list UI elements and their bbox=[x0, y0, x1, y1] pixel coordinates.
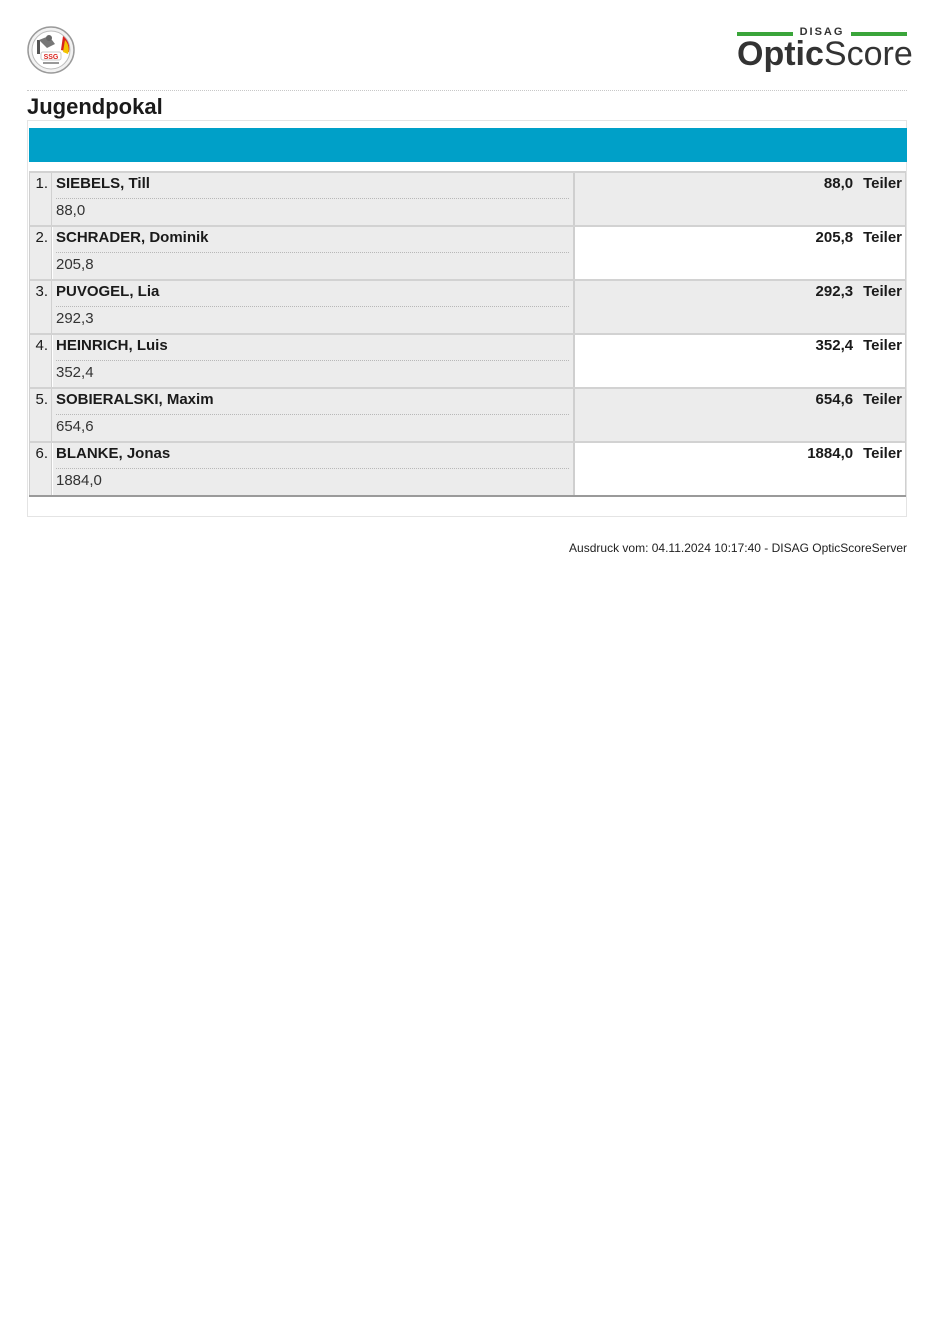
shot-value: 654,6 bbox=[56, 418, 94, 435]
result-unit: Teiler bbox=[863, 445, 902, 462]
result-number: 1884,0 bbox=[807, 445, 854, 462]
result-value bbox=[816, 391, 902, 408]
shooter-name: HEINRICH, Luis bbox=[56, 337, 168, 354]
result-value bbox=[824, 175, 902, 192]
club-emblem-icon bbox=[27, 26, 75, 74]
result-row bbox=[29, 171, 906, 225]
result-unit: Teiler bbox=[863, 283, 902, 300]
result-row bbox=[29, 441, 906, 495]
result-row bbox=[29, 279, 906, 333]
shot-value: 88,0 bbox=[56, 202, 86, 219]
dotted-separator bbox=[56, 198, 569, 199]
dotted-separator bbox=[56, 252, 569, 253]
dotted-separator bbox=[56, 468, 569, 469]
result-number: 88,0 bbox=[823, 175, 854, 192]
dotted-separator bbox=[56, 414, 569, 415]
result-number: 654,6 bbox=[815, 391, 854, 408]
results-header-band bbox=[29, 128, 907, 162]
name-cell bbox=[53, 443, 575, 495]
shot-value: 292,3 bbox=[56, 310, 94, 327]
name-cell bbox=[53, 335, 575, 387]
page-header bbox=[27, 26, 913, 91]
print-footer: Ausdruck vom: 04.11.2024 10:17:40 - DISAG OpticScoreServer bbox=[569, 541, 907, 555]
results-panel bbox=[27, 120, 907, 517]
dotted-separator bbox=[56, 360, 569, 361]
rank: 1. bbox=[30, 173, 52, 225]
shooter-name: PUVOGEL, Lia bbox=[56, 283, 160, 300]
shot-value: 205,8 bbox=[56, 256, 94, 273]
result-value bbox=[816, 283, 902, 300]
result-row bbox=[29, 333, 906, 387]
result-number: 352,4 bbox=[815, 337, 854, 354]
club-logo-text: SSG bbox=[43, 54, 59, 61]
rank: 2. bbox=[30, 227, 52, 279]
shooter-name: SIEBELS, Till bbox=[56, 175, 150, 192]
result-row bbox=[29, 225, 906, 279]
result-number: 292,3 bbox=[815, 283, 854, 300]
result-value bbox=[807, 445, 902, 462]
brand-score: Score bbox=[823, 35, 913, 73]
rank: 3. bbox=[30, 281, 52, 333]
rank: 4. bbox=[30, 335, 52, 387]
shooter-name: SOBIERALSKI, Maxim bbox=[56, 391, 214, 408]
result-unit: Teiler bbox=[863, 229, 902, 246]
name-cell bbox=[53, 173, 575, 225]
rank: 5. bbox=[30, 389, 52, 441]
name-cell bbox=[53, 389, 575, 441]
result-row bbox=[29, 387, 906, 441]
brand-name bbox=[737, 35, 913, 73]
name-cell bbox=[53, 281, 575, 333]
results-list bbox=[29, 171, 906, 497]
shot-value: 352,4 bbox=[56, 364, 94, 381]
result-unit: Teiler bbox=[863, 175, 902, 192]
name-cell bbox=[53, 227, 575, 279]
dotted-separator bbox=[56, 306, 569, 307]
page-title: Jugendpokal bbox=[27, 94, 163, 119]
result-number: 205,8 bbox=[815, 229, 854, 246]
result-value bbox=[816, 337, 902, 354]
shooter-name: BLANKE, Jonas bbox=[56, 445, 171, 462]
result-value bbox=[816, 229, 902, 246]
opticscore-logo bbox=[737, 26, 913, 74]
brand-disag: DISAG bbox=[799, 26, 845, 38]
shooter-name: SCHRADER, Dominik bbox=[56, 229, 209, 246]
brand-optic: Optic bbox=[737, 35, 824, 73]
result-unit: Teiler bbox=[863, 391, 902, 408]
rank: 6. bbox=[30, 443, 52, 495]
shot-value: 1884,0 bbox=[56, 472, 102, 489]
result-unit: Teiler bbox=[863, 337, 902, 354]
